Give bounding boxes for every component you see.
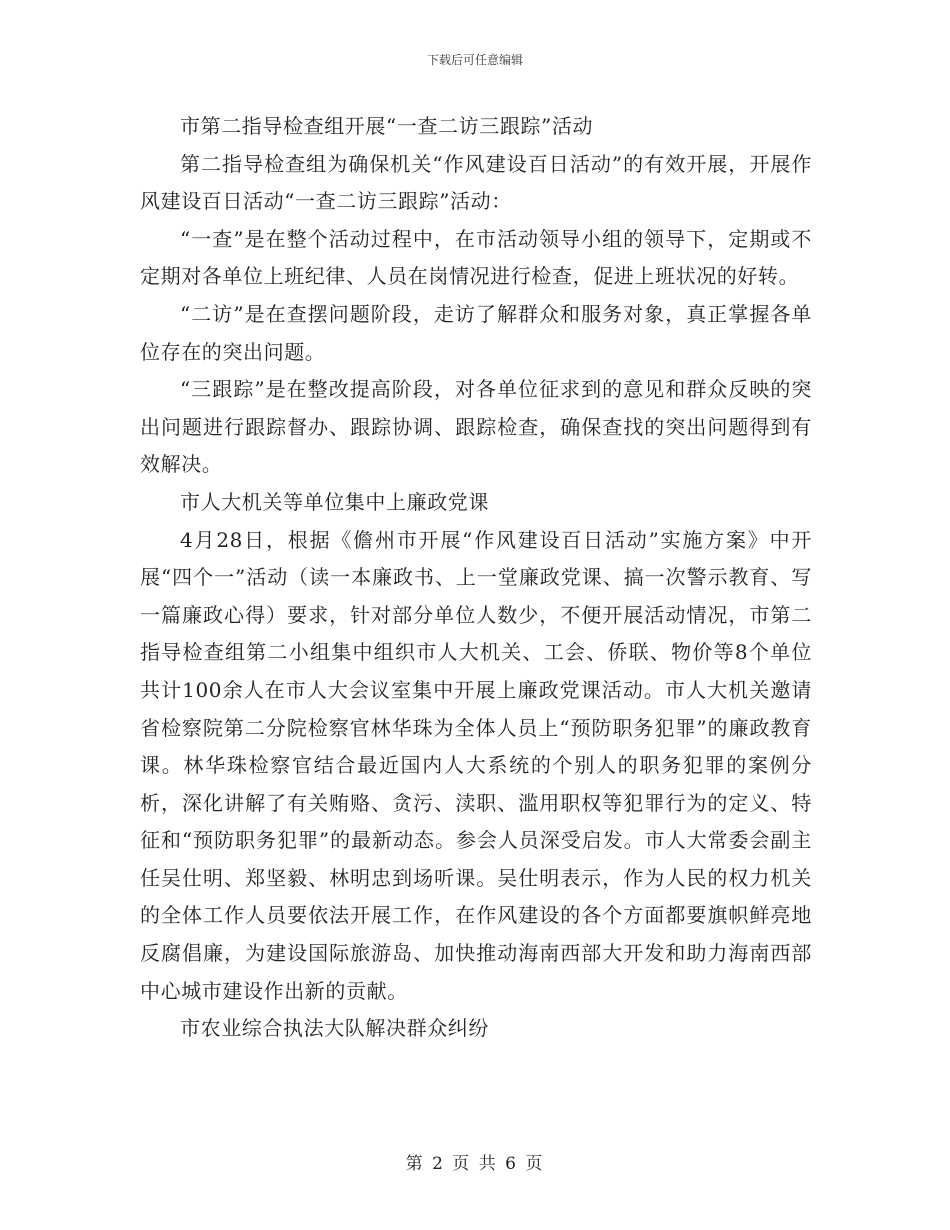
- page-footer: 第 2 页 共 6 页: [405, 1154, 545, 1174]
- paragraph-integrity-lesson: 4月28日，根据《儋州市开展“作风建设百日活动”实施方案》中开展“四个一”活动（读一本廉政书、上一堂廉政党课、搞一次警示教育、写一篇廉政心得）要求，针对部分单位人数少，不便开展活动情况，市第二指导检查组第二小组集中组织市人大机关、工会、侨联、物价等8个单位共计100余人在市人大会议室集中开展上廉政党课活动。市人大机关邀请省检察院第二分院检察官林华珠为全体人员上“预防职务犯罪”的廉政教育课。林华珠检察官结合最近国内人大系统的个别人的职务犯罪的案例分析，深化讲解了有关贿赂、贪污、渎职、滥用职权等犯罪行为的定义、特征和“预防职务犯罪”的最新动态。参会人员深受启发。市人大常委会副主任吴仕明、郑坚毅、林明忠到场听课。吴仕明表示，作为人民的权力机关的全体工作人员要依法开展工作，在作风建设的各个方面都要旗帜鲜亮地反腐倡廉，为建设国际旅游岛、加快推动海南西部大开发和助力海南西部中心城市建设作出新的贡献。: [140, 527, 812, 1003]
- page-header: 下载后可任意编辑: [426, 53, 523, 67]
- paragraph-one-check: “一查”是在整个活动过程中，在市活动领导小组的领导下，定期或不定期对各单位上班纪律、人员在岗情况进行检查，促进上班状况的好转。: [140, 226, 812, 289]
- paragraph-three-follow-ups: “三跟踪”是在整改提高阶段，对各单位征求到的意见和群众反映的突出问题进行跟踪督办、跟踪协调、跟踪检查，确保查找的突出问题得到有效解决。: [140, 377, 812, 477]
- paragraph-inspection-intro: 第二指导检查组为确保机关“作风建设百日活动”的有效开展，开展作风建设百日活动“一查二访三跟踪”活动：: [140, 151, 812, 214]
- section-title-inspection-activity: 市第二指导检查组开展“一查二访三跟踪”活动: [180, 114, 594, 138]
- section-title-integrity-lesson: 市人大机关等单位集中上廉政党课: [180, 489, 489, 514]
- section-title-agriculture-enforcement: 市农业综合执法大队解决群众纠纷: [180, 1016, 489, 1041]
- document-body: [140, 108, 812, 1048]
- paragraph-two-visits: “二访”是在查摆问题阶段，走访了解群众和服务对象，真正掌握各单位存在的突出问题。: [140, 301, 812, 364]
